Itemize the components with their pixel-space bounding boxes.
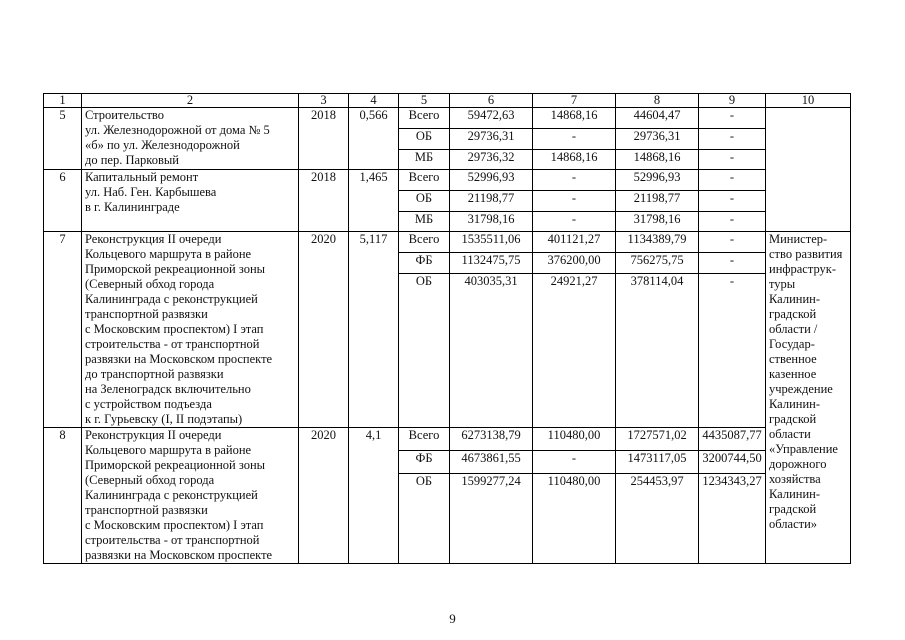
funding-source: Всего <box>399 170 450 191</box>
amount-cell-c8: 21198,77 <box>616 191 699 212</box>
amount-cell-c8: 52996,93 <box>616 170 699 191</box>
agency-line: хозяйства <box>769 472 821 486</box>
row-number: 7 <box>44 232 82 428</box>
description-line: транспортной развязки <box>85 503 208 517</box>
description-line: с Московским проспектом) I этап <box>85 518 264 532</box>
table-row <box>44 428 851 451</box>
amount-cell-c9: - <box>699 273 766 427</box>
description-line: в г. Калининграде <box>85 200 180 214</box>
amount-cell-c7: - <box>533 129 616 150</box>
row-number: 8 <box>44 428 82 564</box>
length-km: 5,117 <box>349 232 399 428</box>
amount-cell-c9: - <box>699 191 766 212</box>
agency-line: казенное <box>769 367 817 381</box>
length-km: 1,465 <box>349 170 399 232</box>
length-km: 4,1 <box>349 428 399 564</box>
agency-cell-empty <box>766 108 851 232</box>
column-header: 2 <box>82 94 299 108</box>
amount-cell-c9: - <box>699 108 766 129</box>
project-description <box>82 428 299 564</box>
amount-cell-c6: 52996,93 <box>450 170 533 191</box>
agency-line: ственное <box>769 352 817 366</box>
amount-cell-c9: 3200744,50 <box>699 451 766 474</box>
funding-source: ОБ <box>399 474 450 564</box>
column-header: 9 <box>699 94 766 108</box>
amount-cell-c7: 14868,16 <box>533 150 616 170</box>
amount-cell-c9: - <box>699 253 766 273</box>
funding-source: МБ <box>399 150 450 170</box>
description-line: до транспортной развязки <box>85 367 224 381</box>
description-line: до пер. Парковый <box>85 153 179 167</box>
page-number: 9 <box>449 611 456 626</box>
description-line: Кольцевого маршрута в районе <box>85 247 252 261</box>
table-row <box>44 108 851 129</box>
funding-source: ФБ <box>399 451 450 474</box>
amount-cell-c6: 29736,32 <box>450 150 533 170</box>
table-row <box>44 232 851 253</box>
funding-source: ОБ <box>399 191 450 212</box>
amount-cell-c8: 378114,04 <box>616 273 699 427</box>
agency-line: учреждение <box>769 382 833 396</box>
amount-cell-c9: - <box>699 212 766 232</box>
agency-line: области / <box>769 322 818 336</box>
description-line: развязки на Московском проспекте <box>85 548 273 562</box>
description-line: к г. Гурьевску (I, II подэтапы) <box>85 412 243 426</box>
amount-cell-c6: 31798,16 <box>450 212 533 232</box>
agency-line: градской <box>769 412 817 426</box>
amount-cell-c6: 4673861,55 <box>450 451 533 474</box>
description-line: Калининграда с реконструкцией <box>85 488 258 502</box>
column-header: 3 <box>299 94 349 108</box>
project-description <box>82 108 299 170</box>
description-line: Капитальный ремонт <box>85 170 199 184</box>
length-km: 0,566 <box>349 108 399 170</box>
agency-line: области» <box>769 517 818 531</box>
description-line: Приморской рекреационной зоны <box>85 262 266 276</box>
amount-cell-c6: 1599277,24 <box>450 474 533 564</box>
description-line: строительства - от транспортной <box>85 337 260 351</box>
amount-cell-c7: 401121,27 <box>533 232 616 253</box>
column-header: 5 <box>399 94 450 108</box>
agency-line: области <box>769 427 811 441</box>
amount-cell-c8: 44604,47 <box>616 108 699 129</box>
amount-cell-c8: 1473117,05 <box>616 451 699 474</box>
amount-cell-c7: 110480,00 <box>533 428 616 451</box>
amount-cell-c8: 254453,97 <box>616 474 699 564</box>
column-header: 10 <box>766 94 851 108</box>
amount-cell-c9: - <box>699 170 766 191</box>
amount-cell-c8: 756275,75 <box>616 253 699 273</box>
completion-year: 2018 <box>299 170 349 232</box>
agency-line: «Управление <box>769 442 838 456</box>
description-line: Калининграда с реконструкцией <box>85 292 258 306</box>
amount-cell-c8: 31798,16 <box>616 212 699 232</box>
amount-cell-c8: 1134389,79 <box>616 232 699 253</box>
header-row <box>44 94 851 108</box>
description-line: строительства - от транспортной <box>85 533 260 547</box>
description-line: ул. Наб. Ген. Карбышева <box>85 185 217 199</box>
description-line: Строительство <box>85 108 165 122</box>
completion-year: 2020 <box>299 232 349 428</box>
amount-cell-c7: 110480,00 <box>533 474 616 564</box>
amount-cell-c6: 1132475,75 <box>450 253 533 273</box>
description-line: развязки на Московском проспекте <box>85 352 273 366</box>
amount-cell-c9: - <box>699 129 766 150</box>
agency-line: Государ- <box>769 337 815 351</box>
column-header: 4 <box>349 94 399 108</box>
agency-line: инфраструк- <box>769 262 837 276</box>
amount-cell-c6: 21198,77 <box>450 191 533 212</box>
row-number: 5 <box>44 108 82 170</box>
description-line: (Северный обход города <box>85 277 215 291</box>
agency-line: градской <box>769 307 817 321</box>
amount-cell-c7: - <box>533 212 616 232</box>
funding-source: Всего <box>399 232 450 253</box>
agency-line: Калинин- <box>769 397 820 411</box>
funding-source: Всего <box>399 108 450 129</box>
amount-cell-c6: 1535511,06 <box>450 232 533 253</box>
responsible-agency <box>766 232 851 564</box>
amount-cell-c9: 1234343,27 <box>699 474 766 564</box>
column-header: 8 <box>616 94 699 108</box>
project-description <box>82 232 299 428</box>
agency-line: Министер- <box>769 232 828 246</box>
description-line: Кольцевого маршрута в районе <box>85 443 252 457</box>
agency-line: градской <box>769 502 817 516</box>
description-line: транспортной развязки <box>85 307 208 321</box>
amount-cell-c9: - <box>699 150 766 170</box>
amount-cell-c6: 29736,31 <box>450 129 533 150</box>
funding-source: ФБ <box>399 253 450 273</box>
description-line: «б» по ул. Железнодорожной <box>85 138 240 152</box>
description-line: (Северный обход города <box>85 473 215 487</box>
amount-cell-c7: 24921,27 <box>533 273 616 427</box>
funding-source: Всего <box>399 428 450 451</box>
agency-line: ство развития <box>769 247 843 261</box>
column-header: 6 <box>450 94 533 108</box>
amount-cell-c9: - <box>699 232 766 253</box>
description-line: на Зеленоградск включительно <box>85 382 251 396</box>
amount-cell-c6: 59472,63 <box>450 108 533 129</box>
amount-cell-c8: 14868,16 <box>616 150 699 170</box>
agency-line: Калинин- <box>769 487 820 501</box>
amount-cell-c7: 14868,16 <box>533 108 616 129</box>
description-line: с устройством подъезда <box>85 397 212 411</box>
project-description <box>82 170 299 232</box>
amount-cell-c7: - <box>533 170 616 191</box>
amount-cell-c7: - <box>533 451 616 474</box>
amount-cell-c7: - <box>533 191 616 212</box>
amount-cell-c9: 4435087,77 <box>699 428 766 451</box>
column-header: 1 <box>44 94 82 108</box>
program-table <box>43 93 851 564</box>
completion-year: 2020 <box>299 428 349 564</box>
row-number: 6 <box>44 170 82 232</box>
amount-cell-c6: 403035,31 <box>450 273 533 427</box>
funding-source: ОБ <box>399 273 450 427</box>
funding-source: ОБ <box>399 129 450 150</box>
amount-cell-c7: 376200,00 <box>533 253 616 273</box>
description-line: ул. Железнодорожной от дома № 5 <box>85 123 270 137</box>
description-line: Реконструкция II очереди <box>85 428 222 442</box>
agency-line: туры <box>769 277 796 291</box>
funding-source: МБ <box>399 212 450 232</box>
amount-cell-c8: 29736,31 <box>616 129 699 150</box>
agency-line: Калинин- <box>769 292 820 306</box>
description-line: с Московским проспектом) I этап <box>85 322 264 336</box>
table-row <box>44 170 851 191</box>
description-line: Реконструкция II очереди <box>85 232 222 246</box>
amount-cell-c8: 1727571,02 <box>616 428 699 451</box>
agency-line: дорожного <box>769 457 827 471</box>
amount-cell-c6: 6273138,79 <box>450 428 533 451</box>
completion-year: 2018 <box>299 108 349 170</box>
description-line: Приморской рекреационной зоны <box>85 458 266 472</box>
column-header: 7 <box>533 94 616 108</box>
